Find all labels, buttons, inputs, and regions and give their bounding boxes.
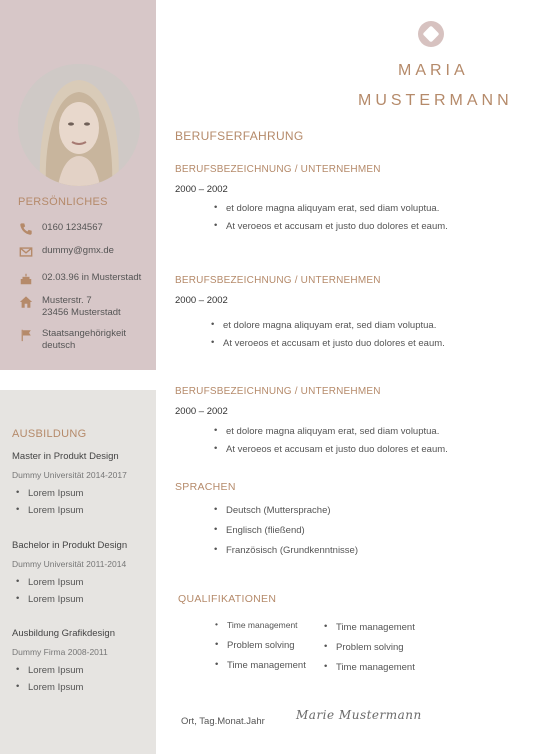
first-name: MARIA [398,62,469,79]
education-item [12,451,152,522]
birth-info: 02.03.96 in Musterstadt [42,272,142,283]
contact-citizenship [18,328,126,352]
job-bullet: • At veroeos et accusam et justo duo dolores et eaum. [214,444,448,462]
education-degree: Bachelor in Produkt Design [12,540,128,551]
education-section-title: AUSBILDUNG [12,428,87,440]
job-bullet: • At veroeos et accusam et justo duo dolores et eaum. [211,338,445,356]
cake-icon [18,272,34,286]
language-item: • Englisch (fließend) [214,525,358,545]
profile-photo [18,64,140,186]
education-institution: Dummy Universität 2011-2014 [12,559,127,569]
education-degree: Ausbildung Grafikdesign [12,628,115,639]
contact-phone [18,222,103,236]
last-name: MUSTERMANN [358,92,513,109]
job-bullet: • et dolore magna aliquyam erat, sed diam voluptua. [214,203,448,221]
citizenship-value: deutsch [42,340,76,351]
job-bullet: • et dolore magna aliquyam erat, sed diam voluptua. [211,320,445,338]
citizenship-label: Staatsangehörigkeit [42,328,126,339]
education-institution: Dummy Firma 2008-2011 [12,647,108,657]
job-title: BERUFSBEZEICHNUNG / UNTERNEHMEN [175,164,381,175]
education-bullet: • Lorem Ipsum [12,594,152,611]
phone-icon [18,222,34,236]
home-icon [18,295,34,309]
qualification-item: • Problem solving [324,642,415,662]
education-bullet: • Lorem Ipsum [12,577,152,594]
education-institution: Dummy Universität 2014-2017 [12,470,127,480]
job-date: 2000 – 2002 [175,295,228,306]
qualification-item: • Time management [215,660,306,680]
envelope-icon [18,245,34,259]
address-line1: Musterstr. 7 [42,295,92,306]
job-title: BERUFSBEZEICHNUNG / UNTERNEHMEN [175,386,381,397]
job-bullet: • At veroeos et accusam et justo duo dolores et eaum. [214,221,448,239]
contact-email [18,245,114,259]
contact-address [18,295,121,319]
email-address: dummy@gmx.de [42,245,114,256]
languages-section-title: SPRACHEN [175,481,236,493]
job-bullet: • et dolore magna aliquyam erat, sed diam voluptua. [214,426,448,444]
education-item [12,540,152,611]
address-line2: 23456 Musterstadt [42,307,121,318]
personal-section-title: PERSÖNLICHES [18,196,108,208]
qualification-item: • Time management [215,620,306,640]
qualifications-section-title: QUALIFIKATIONEN [178,593,277,605]
education-bullet: • Lorem Ipsum [12,682,152,699]
job-date: 2000 – 2002 [175,184,228,195]
qualification-item: • Time management [324,622,415,642]
education-degree: Master in Produkt Design [12,451,119,462]
handwritten-signature: Marie Mustermann [296,708,422,722]
language-item: • Deutsch (Muttersprache) [214,505,358,525]
education-bullet: • Lorem Ipsum [12,665,152,682]
signature-place-date: Ort, Tag.Monat.Jahr [181,716,265,727]
education-item [12,628,152,699]
education-bullet: • Lorem Ipsum [12,488,152,505]
phone-number: 0160 1234567 [42,222,103,233]
job-title: BERUFSBEZEICHNUNG / UNTERNEHMEN [175,275,381,286]
contact-birth [18,272,141,286]
job-date: 2000 – 2002 [175,406,228,417]
monogram-logo [418,21,444,47]
education-bullet: • Lorem Ipsum [12,505,152,522]
language-item: • Französisch (Grundkenntnisse) [214,545,358,565]
flag-icon [18,328,34,342]
qualification-item: • Time management [324,662,415,682]
qualification-item: • Problem solving [215,640,306,660]
experience-section-title: BERUFSERFAHRUNG [175,129,304,143]
